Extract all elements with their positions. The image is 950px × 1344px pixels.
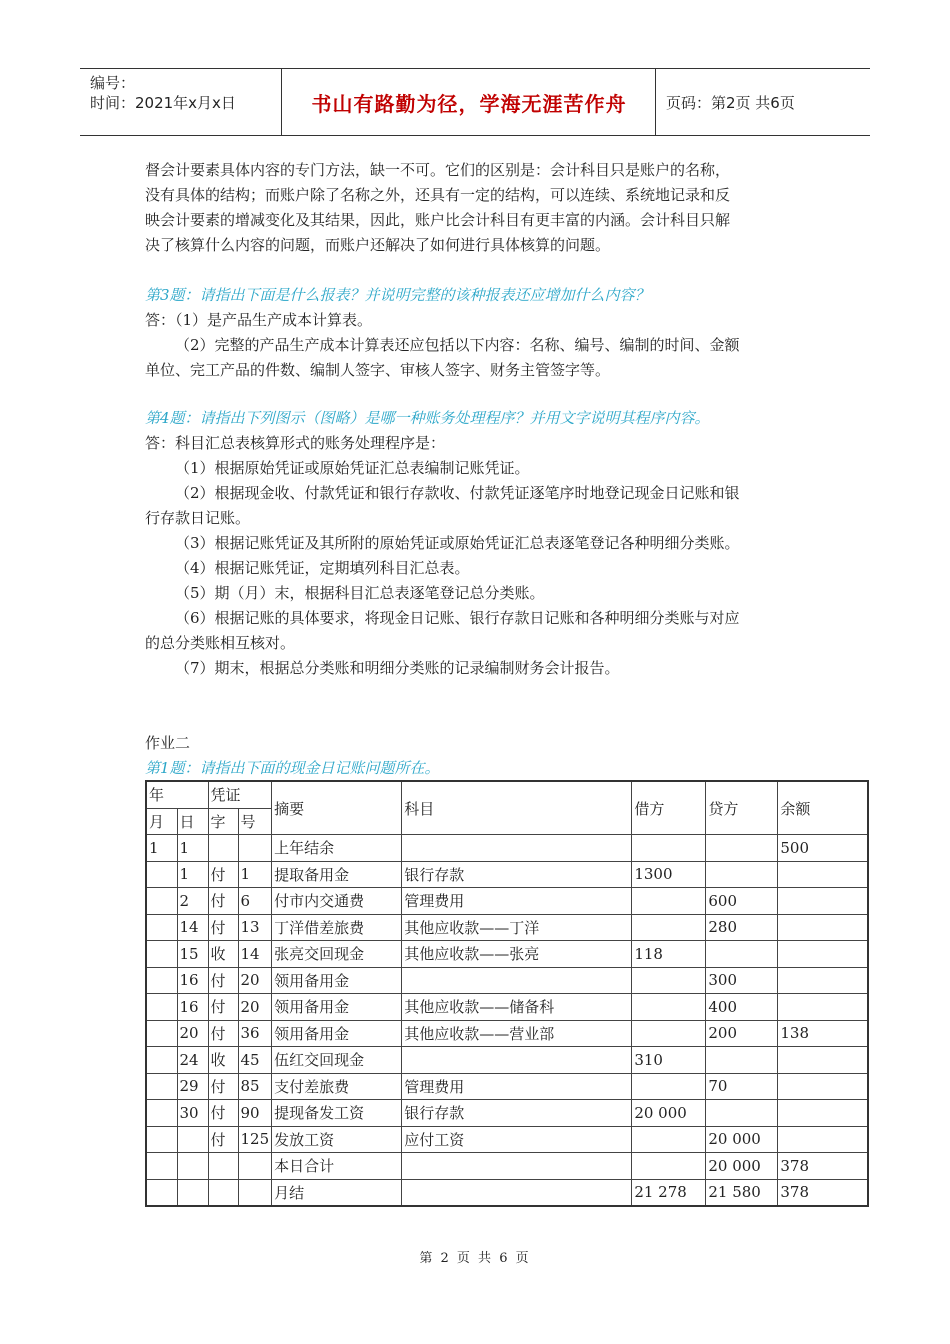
cell-t [208,1153,238,1180]
table-row [146,941,868,968]
cell-d: 29 [177,1073,208,1100]
cell-d: 1 [177,835,208,862]
cell-debit: 310 [632,1047,706,1074]
cell-d: 24 [177,1047,208,1074]
question-4-section [145,406,810,681]
step-line: 行存款日记账。 [145,509,251,527]
cell-d: 14 [177,914,208,941]
cash-journal-table [145,780,869,1207]
cell-credit: 600 [706,888,778,915]
cell-debit: 1300 [632,861,706,888]
cell-account: 其他应收款——丁洋 [402,914,632,941]
cell-credit [706,941,778,968]
cell-t: 付 [208,1126,238,1153]
cell-account: 银行存款 [402,861,632,888]
cell-credit [706,861,778,888]
cell-credit: 280 [706,914,778,941]
step-line: 的总分类账相互核对。 [145,634,296,652]
cell-t: 付 [208,888,238,915]
cell-d: 20 [177,1020,208,1047]
cell-summary: 提现备发工资 [272,1100,402,1127]
text-line: 督会计要素具体内容的专门方法，缺一不可。它们的区别是：会计科目只是账户的名称， [145,161,731,179]
table-row [146,1153,868,1180]
cell-balance: 138 [778,1020,868,1047]
cell-balance [778,1100,868,1127]
cell-summary: 领用备用金 [272,994,402,1021]
cell-d: 1 [177,861,208,888]
cell-t: 收 [208,941,238,968]
cell-n: 6 [238,888,272,915]
cell-summary: 付市内交通费 [272,888,402,915]
question-4-title: 第4题：请指出下列图示（图略）是哪一种账务处理程序？并用文字说明其程序内容。 [145,409,710,427]
cell-summary: 领用备用金 [272,1020,402,1047]
step-line: （3）根据记账凭证及其所附的原始凭证或原始凭证汇总表逐笔登记各种明细分类账。 [175,534,740,552]
cell-credit [706,835,778,862]
cell-summary: 支付差旅费 [272,1073,402,1100]
header-no: 号 [238,808,272,835]
step-line: （1）根据原始凭证或原始凭证汇总表编制记账凭证。 [175,459,530,477]
header-account: 科目 [402,781,632,835]
cell-t: 付 [208,914,238,941]
cell-debit [632,994,706,1021]
header-voucher: 凭证 [208,781,272,808]
header-balance: 余额 [778,781,868,835]
cell-n: 45 [238,1047,272,1074]
cell-balance [778,861,868,888]
cell-d: 30 [177,1100,208,1127]
cell-n: 36 [238,1020,272,1047]
cell-summary: 领用备用金 [272,967,402,994]
page-footer: 第 2 页 共 6 页 [419,1251,531,1266]
cell-debit: 21 278 [632,1179,706,1206]
homework-2-section [145,731,810,781]
cell-d: 16 [177,967,208,994]
header-motto: 书山有路勤为径，学海无涯苦作舟 [283,69,656,135]
text-line: 没有具体的结构；而账户除了名称之外，还具有一定的结构，可以连续、系统地记录和反 [145,186,731,204]
answer-line: （2）完整的产品生产成本计算表还应包括以下内容：名称、编号、编制的时间、金额 [175,336,740,354]
cell-m [146,1100,177,1127]
cell-m [146,1073,177,1100]
table-row [146,835,868,862]
cell-d [177,1153,208,1180]
cell-balance [778,967,868,994]
cell-t: 付 [208,994,238,1021]
cell-t: 付 [208,967,238,994]
cell-credit [706,1100,778,1127]
cell-balance [778,1126,868,1153]
cell-balance [778,1047,868,1074]
cell-n: 20 [238,967,272,994]
cell-account [402,1179,632,1206]
cell-summary: 张亮交回现金 [272,941,402,968]
cell-summary: 本日合计 [272,1153,402,1180]
cell-t [208,1179,238,1206]
cell-credit: 21 580 [706,1179,778,1206]
cell-account: 银行存款 [402,1100,632,1127]
header-meta [80,69,282,135]
cell-m [146,1153,177,1180]
table-row [146,1073,868,1100]
cell-debit [632,1020,706,1047]
cell-balance [778,1073,868,1100]
cell-debit [632,835,706,862]
header-debit: 借方 [632,781,706,835]
cell-debit [632,967,706,994]
cell-n: 85 [238,1073,272,1100]
cell-summary: 月结 [272,1179,402,1206]
cell-credit: 300 [706,967,778,994]
cell-n [238,1179,272,1206]
cell-balance: 378 [778,1153,868,1180]
cell-credit: 70 [706,1073,778,1100]
header-month: 月 [146,808,177,835]
cell-account [402,835,632,862]
cell-summary: 提取备用金 [272,861,402,888]
cell-d: 15 [177,941,208,968]
cell-n: 90 [238,1100,272,1127]
table-row [146,914,868,941]
date-label: 时间：2021年x月x日 [90,94,236,112]
cell-t: 付 [208,1073,238,1100]
cell-credit [706,1047,778,1074]
question-3-title: 第3题：请指出下面是什么报表？并说明完整的该种报表还应增加什么内容？ [145,286,650,304]
cell-m [146,941,177,968]
header-type: 字 [208,808,238,835]
table-row [146,1100,868,1127]
cell-account: 其他应收款——张亮 [402,941,632,968]
cell-t [208,835,238,862]
cell-account [402,967,632,994]
cell-m [146,1047,177,1074]
cell-d: 2 [177,888,208,915]
header-page-label: 页码：第2页 共6页 [666,93,795,112]
table-header-row [146,781,868,808]
cell-m [146,1020,177,1047]
cell-balance [778,994,868,1021]
cell-n: 1 [238,861,272,888]
cell-n [238,1153,272,1180]
cell-balance [778,888,868,915]
cell-m [146,888,177,915]
table-row [146,1126,868,1153]
text-line: 映会计要素的增减变化及其结果，因此，账户比会计科目有更丰富的内涵。会计科目只解 [145,211,731,229]
cell-account [402,1047,632,1074]
header-day: 日 [177,808,208,835]
cell-credit: 20 000 [706,1153,778,1180]
header-credit: 贷方 [706,781,778,835]
cell-t: 付 [208,861,238,888]
step-line: （7）期末，根据总分类账和明细分类账的记录编制财务会计报告。 [175,659,620,677]
step-line: （6）根据记账的具体要求，将现金日记账、银行存款日记账和各种明细分类账与对应 [175,609,740,627]
answer-line: 答：科目汇总表核算形式的账务处理程序是： [145,434,446,452]
cell-debit: 20 000 [632,1100,706,1127]
cell-n: 125 [238,1126,272,1153]
cell-m [146,914,177,941]
cell-account: 应付工资 [402,1126,632,1153]
step-line: （5）期（月）末，根据科目汇总表逐笔登记总分类账。 [175,584,545,602]
intro-paragraph [145,158,810,258]
answer-line: 答：（1）是产品生产成本计算表。 [145,311,373,329]
table-row [146,861,868,888]
cell-credit: 400 [706,994,778,1021]
cell-debit [632,888,706,915]
table-row [146,1020,868,1047]
homework-2-question-1: 第1题：请指出下面的现金日记账问题所在。 [145,759,440,777]
table-row [146,967,868,994]
cell-n [238,835,272,862]
answer-line: 单位、完工产品的件数、编制人签字、审核人签字、财务主管签字等。 [145,361,611,379]
cell-m: 1 [146,835,177,862]
table-row [146,1047,868,1074]
step-line: （4）根据记账凭证，定期填列科目汇总表。 [175,559,470,577]
cell-balance: 378 [778,1179,868,1206]
cell-t: 付 [208,1020,238,1047]
cell-account: 管理费用 [402,1073,632,1100]
cell-balance: 500 [778,835,868,862]
cell-m [146,861,177,888]
page-header [80,68,870,136]
cell-account: 其他应收款——储备科 [402,994,632,1021]
cell-d [177,1179,208,1206]
cell-m [146,1126,177,1153]
table-row [146,994,868,1021]
cell-summary: 上年结余 [272,835,402,862]
table-row [146,1179,868,1206]
cell-d: 16 [177,994,208,1021]
cell-m [146,1179,177,1206]
cell-m [146,994,177,1021]
cell-t: 收 [208,1047,238,1074]
question-3-section [145,283,810,383]
cell-d [177,1126,208,1153]
cell-account: 其他应收款——营业部 [402,1020,632,1047]
cell-debit [632,1126,706,1153]
header-year: 年 [146,781,208,808]
step-line: （2）根据现金收、付款凭证和银行存款收、付款凭证逐笔序时地登记现金日记账和银 [175,484,740,502]
cell-debit: 118 [632,941,706,968]
cell-account [402,1153,632,1180]
cell-debit [632,1073,706,1100]
text-line: 决了核算什么内容的问题，而账户还解决了如何进行具体核算的问题。 [145,236,611,254]
cell-n: 13 [238,914,272,941]
cell-balance [778,914,868,941]
cell-debit [632,914,706,941]
cell-summary: 丁洋借差旅费 [272,914,402,941]
cell-summary: 伍红交回现金 [272,1047,402,1074]
number-label: 编号： [90,74,136,92]
homework-2-title: 作业二 [145,734,191,752]
cell-m [146,967,177,994]
cell-n: 14 [238,941,272,968]
cell-debit [632,1153,706,1180]
table-row [146,888,868,915]
cell-summary: 发放工资 [272,1126,402,1153]
cell-credit: 20 000 [706,1126,778,1153]
cell-account: 管理费用 [402,888,632,915]
cell-credit: 200 [706,1020,778,1047]
cell-balance [778,941,868,968]
cell-t: 付 [208,1100,238,1127]
cell-n: 20 [238,994,272,1021]
header-summary: 摘要 [272,781,402,835]
